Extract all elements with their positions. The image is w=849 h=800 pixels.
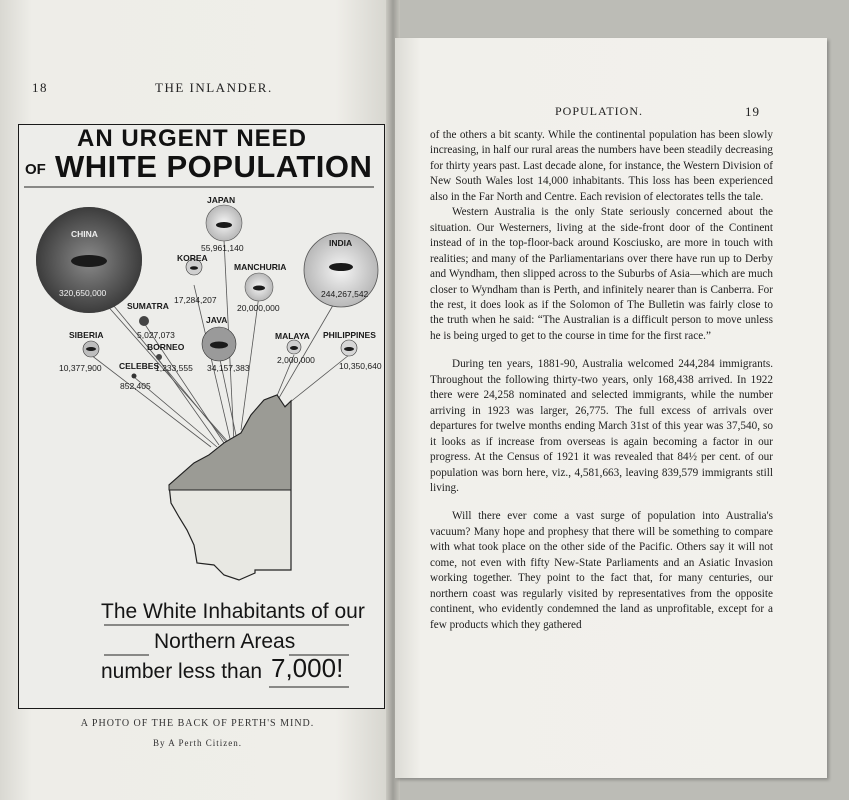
region-population: 10,377,900 xyxy=(59,363,102,373)
poster-slogan-line2: Northern Areas xyxy=(154,630,296,653)
region-population: 17,284,207 xyxy=(174,295,217,305)
figure-credit: By A Perth Citizen. xyxy=(152,738,242,748)
paragraph: of the others a bit scanty. While the continental population has been slowly increasing, in half our rural areas the numbers have been steadily decreasing for thirty years past. Last decade alone, for instance, the Western Division of New South Wales lost 14,000 inhabitants. This loss has been experienced also in the Far North and Centre. Each revision of electorates tells the tale. xyxy=(430,129,773,203)
region-label: JAVA xyxy=(206,315,228,325)
paragraph: Will there ever come a vast surge of population into Australia's vacuum? Many hope and prophesy that there will be something to compare with what took place on the other side of the Pacific. Others say it will not come, not even with fifty New-State Parliaments and an Asiatic Invasion working together. They point to the fact that, for many centuries, our northern coast was regularly visited by representatives from the opposite continent, who evidently condemned the land as unprofitable, except for a few products which they gathered xyxy=(430,510,773,631)
region-population: 244,267,542 xyxy=(321,289,369,299)
left-page-number: 18 xyxy=(32,80,48,95)
right-page-number: 19 xyxy=(745,104,760,119)
paragraph: Western Australia is the only State seriously concerned about the situation. Our Westerners, living at the side-front door of the Continent instead of in the top-floor-back around Kosciusko, are more in touch with realities; and many of the Parliamentarians over there have run up to Derby and Wyndham, then slipped across to the Suburbs of Asia—which are much closer to Wyndham than is Perth, and infinitely nearer than is Canberra. For the rest, it does look as if the Solomon of The Bulletin was fairly close to the truth when he said: “The Australian is a difficult person to move unless he is being urged to get to the course in time for the first race.” xyxy=(430,206,773,342)
region-label: MANCHURIA xyxy=(234,262,287,272)
poster-illustration xyxy=(18,124,385,709)
region-population: 55,961,140 xyxy=(201,243,244,253)
region-population: 34,157,383 xyxy=(207,363,250,373)
left-running-title: THE INLANDER. xyxy=(155,80,273,95)
paragraph: During ten years, 1881-90, Australia welcomed 244,284 immigrants. Throughout the following thirty-two years, only 168,438 arrived. In 1922 there were 24,258 nominated and selected immigrants, while the number arriving in 1923 was larger, 26,775. The full excess of arrivals over departures for twelve months ending March 31st of this year was 37,540, so it looks as if increase from overseas is again becoming a factor in our progress. At the Census of 1921 it was revealed that 84½ per cent. of our population was born here, viz., 4,581,663, leaving 839,579 immigrants still living. xyxy=(430,358,773,494)
region-label: INDIA xyxy=(329,238,353,248)
region-population: 20,000,000 xyxy=(237,303,280,313)
region-label: CELEBES xyxy=(119,361,160,371)
region-label: JAPAN xyxy=(207,195,236,205)
poster-slogan-number: 7,000! xyxy=(271,653,344,683)
region-population: 852,405 xyxy=(120,381,151,391)
region-label: SIBERIA xyxy=(69,330,104,340)
region-population: 2,000,000 xyxy=(277,355,315,365)
figure-caption: A PHOTO OF THE BACK OF PERTH'S MIND. xyxy=(80,718,315,729)
region-label: BORNEO xyxy=(147,342,185,352)
region-label: CHINA xyxy=(71,229,98,239)
region-label: MALAYA xyxy=(275,331,310,341)
poster-slogan-line1: The White Inhabitants of our xyxy=(101,600,365,623)
region-population: 10,350,640 xyxy=(339,361,382,371)
region-label: PHILIPPINES xyxy=(323,330,376,340)
poster-headline-line1: AN URGENT NEED xyxy=(77,125,308,152)
poster-headline-of: OF xyxy=(25,161,46,178)
poster-headline-line2: WHITE POPULATION xyxy=(55,149,373,184)
region-population: 5,027,073 xyxy=(137,330,175,340)
poster-slogan-line3: number less than xyxy=(101,660,263,683)
region-population: 1,233,555 xyxy=(155,363,193,373)
region-population: 320,650,000 xyxy=(59,288,107,298)
right-running-title: POPULATION. xyxy=(555,104,644,118)
body-text xyxy=(430,128,773,633)
region-label: KOREA xyxy=(177,253,208,263)
region-label: SUMATRA xyxy=(127,301,169,311)
